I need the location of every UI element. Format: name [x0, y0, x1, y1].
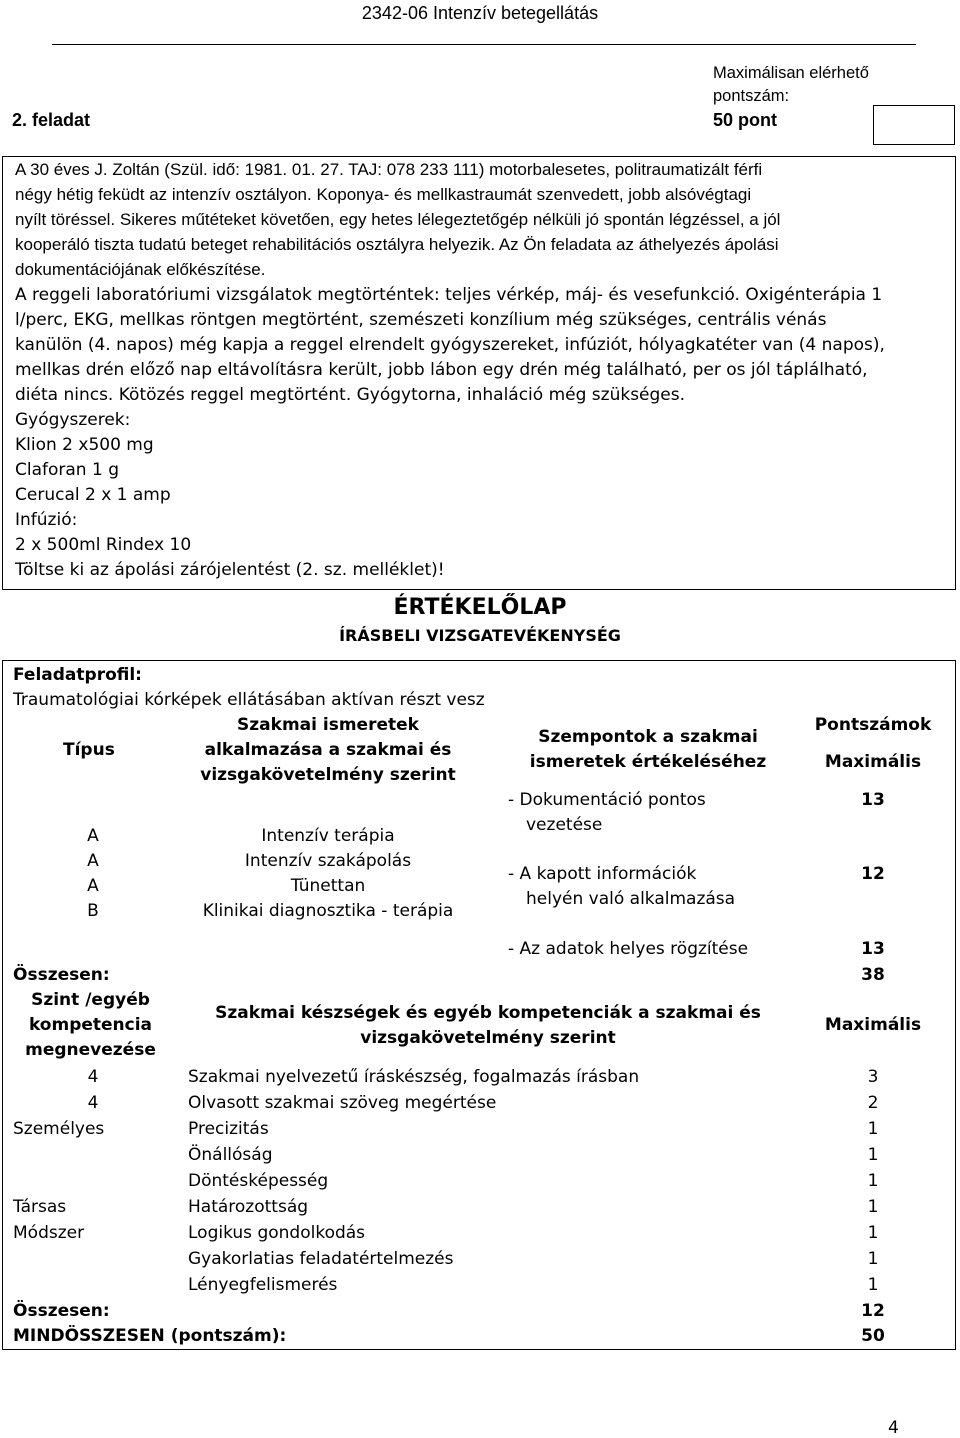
evaluation-title: ÉRTÉKELŐLAP: [393, 595, 567, 620]
score-entry-box[interactable]: [873, 105, 955, 145]
skill-points: 1: [867, 1119, 879, 1139]
infusion-item: 2 x 500ml Rindex 10: [15, 535, 192, 555]
skill-name: Lényegfelismerés: [188, 1275, 338, 1295]
col-header-aspects: Szempontok a szakmai: [538, 727, 758, 747]
col-header-knowledge: vizsgakövetelmény szerint: [200, 765, 456, 785]
col-header-max: Maximális: [824, 752, 922, 772]
skill-points: 1: [867, 1275, 879, 1295]
type-cell: B: [87, 901, 99, 921]
case-line: dokumentációjának előkészítése.: [15, 260, 266, 279]
level-header: megnevezése: [25, 1040, 156, 1060]
type-cell: A: [87, 876, 99, 896]
skills-header: vizsgakövetelmény szerint: [360, 1028, 616, 1048]
skill-level: Társas: [13, 1197, 67, 1217]
criterion-line: helyén való alkalmazása: [526, 889, 736, 909]
skill-name: Döntésképesség: [188, 1171, 329, 1191]
header-divider: [52, 44, 916, 45]
case-line: nyílt töréssel. Sikeres műtéteket követően, egy hetes lélegeztetőgép nélküli jó spontán légzéssel, a jól: [15, 210, 781, 229]
grand-total-value: 50: [861, 1326, 885, 1346]
type-cell: A: [87, 851, 99, 871]
subtotal-label: Összesen:: [13, 1301, 110, 1321]
skill-level: 4: [87, 1093, 99, 1113]
skill-points: 3: [867, 1067, 879, 1087]
topic-cell: Intenzív terápia: [261, 826, 395, 846]
skill-level: 4: [87, 1067, 99, 1087]
criterion-line: - Dokumentáció pontos: [508, 790, 706, 810]
case-line: A 30 éves J. Zoltán (Szül. idő: 1981. 01. 27. TAJ: 078 233 111) motorbalesetes, politraumatizált férfi: [15, 160, 763, 179]
case-line: kanülön (4. napos) még kapja a reggel elrendelt gyógyszereket, infúziót, hólyagkatéter van (4 napos),: [15, 335, 885, 355]
skills-max-header: Maximális: [824, 1015, 922, 1035]
criterion-line: - A kapott információk: [508, 864, 697, 884]
level-header: kompetencia: [28, 1015, 153, 1035]
skill-level: Személyes: [13, 1119, 105, 1139]
level-header: Szint /egyéb: [31, 990, 150, 1010]
criterion-points: 13: [861, 939, 885, 959]
evaluation-subtitle: ÍRÁSBELI VIZSGATEVÉKENYSÉG: [339, 626, 621, 645]
criterion-line: - Az adatok helyes rögzítése: [508, 939, 749, 959]
topic-cell: Klinikai diagnosztika - terápia: [202, 901, 454, 921]
criterion-line: vezetése: [526, 815, 603, 835]
col-header-aspects: ismeretek értékeléséhez: [529, 752, 767, 772]
col-header-knowledge: alkalmazása a szakmai és: [204, 740, 452, 760]
case-line: kooperáló tiszta tudatú beteget rehabilitációs osztályra helyezik. Az Ön feladata az áthelyezés ápolási: [15, 235, 779, 254]
skill-points: 2: [867, 1093, 879, 1113]
skill-name: Logikus gondolkodás: [188, 1223, 366, 1243]
case-line: l/perc, EKG, mellkas röntgen megtörtént, szemészeti konzílium még szükséges, centrális vénás: [15, 310, 827, 330]
skill-points: 1: [867, 1223, 879, 1243]
skill-points: 1: [867, 1197, 879, 1217]
grand-total-label: MINDÖSSZESEN (pontszám):: [13, 1326, 287, 1346]
page-number: 4: [888, 1418, 899, 1438]
skills-header: Szakmai készségek és egyéb kompetenciák a szakmai és: [215, 1003, 761, 1023]
col-header-type: Típus: [63, 740, 115, 760]
skill-points: 1: [867, 1249, 879, 1269]
topic-cell: Tünettan: [290, 876, 366, 896]
case-description-box: [2, 156, 956, 590]
skill-name: Precizitás: [188, 1119, 269, 1139]
profile-label: Feladatprofil:: [13, 665, 142, 685]
skill-name: Olvasott szakmai szöveg megértése: [188, 1093, 497, 1113]
skill-points: 1: [867, 1171, 879, 1191]
medication-item: Cerucal 2 x 1 amp: [15, 485, 171, 505]
task-label: 2. feladat: [12, 110, 91, 130]
medications-heading: Gyógyszerek:: [15, 410, 131, 430]
skill-name: Önállóság: [188, 1145, 273, 1165]
evaluation-sheet: [2, 660, 956, 1350]
subtotal-label: Összesen:: [13, 965, 110, 985]
case-line: A reggeli laboratóriumi vizsgálatok megtörténtek: teljes vérkép, máj- és vesefunkció. Oxigénterápia 1: [15, 285, 883, 305]
subtotal-value: 38: [861, 965, 885, 985]
skill-name: Szakmai nyelvezetű íráskészség, fogalmazás írásban: [188, 1067, 640, 1087]
criterion-points: 12: [861, 864, 885, 884]
case-line: négy hétig feküdt az intenzív osztályon. Koponya- és mellkastraumát szenvedett, jobb alsóvégtagi: [15, 185, 752, 204]
profile-text: Traumatológiai kórképek ellátásában aktívan részt vesz: [13, 690, 485, 710]
task-instruction: Töltse ki az ápolási zárójelentést (2. sz. melléklet)!: [15, 560, 445, 580]
skill-name: Gyakorlatias feladatértelmezés: [188, 1249, 454, 1269]
type-cell: A: [87, 826, 99, 846]
skill-name: Határozottság: [188, 1197, 309, 1217]
subtotal-value: 12: [861, 1301, 885, 1321]
case-line: mellkas drén előző nap eltávolításra került, jobb lábon egy drén még található, per os jól táplálható,: [15, 360, 868, 380]
max-points-value: 50 pont: [713, 110, 778, 130]
col-header-points: Pontszámok: [814, 715, 932, 735]
criterion-points: 13: [861, 790, 885, 810]
medication-item: Klion 2 x500 mg: [15, 435, 154, 455]
medication-item: Claforan 1 g: [15, 460, 119, 480]
max-points-label: Maximálisan elérhető pontszám:: [713, 64, 869, 105]
document-header-title: 2342-06 Intenzív betegellátás: [361, 3, 599, 23]
skill-points: 1: [867, 1145, 879, 1165]
case-line: diéta nincs. Kötözés reggel megtörtént. Gyógytorna, inhaláció még szükséges.: [15, 385, 686, 405]
col-header-knowledge: Szakmai ismeretek: [237, 715, 419, 735]
infusion-heading: Infúzió:: [15, 510, 78, 530]
topic-cell: Intenzív szakápolás: [244, 851, 412, 871]
skill-level: Módszer: [13, 1223, 85, 1243]
